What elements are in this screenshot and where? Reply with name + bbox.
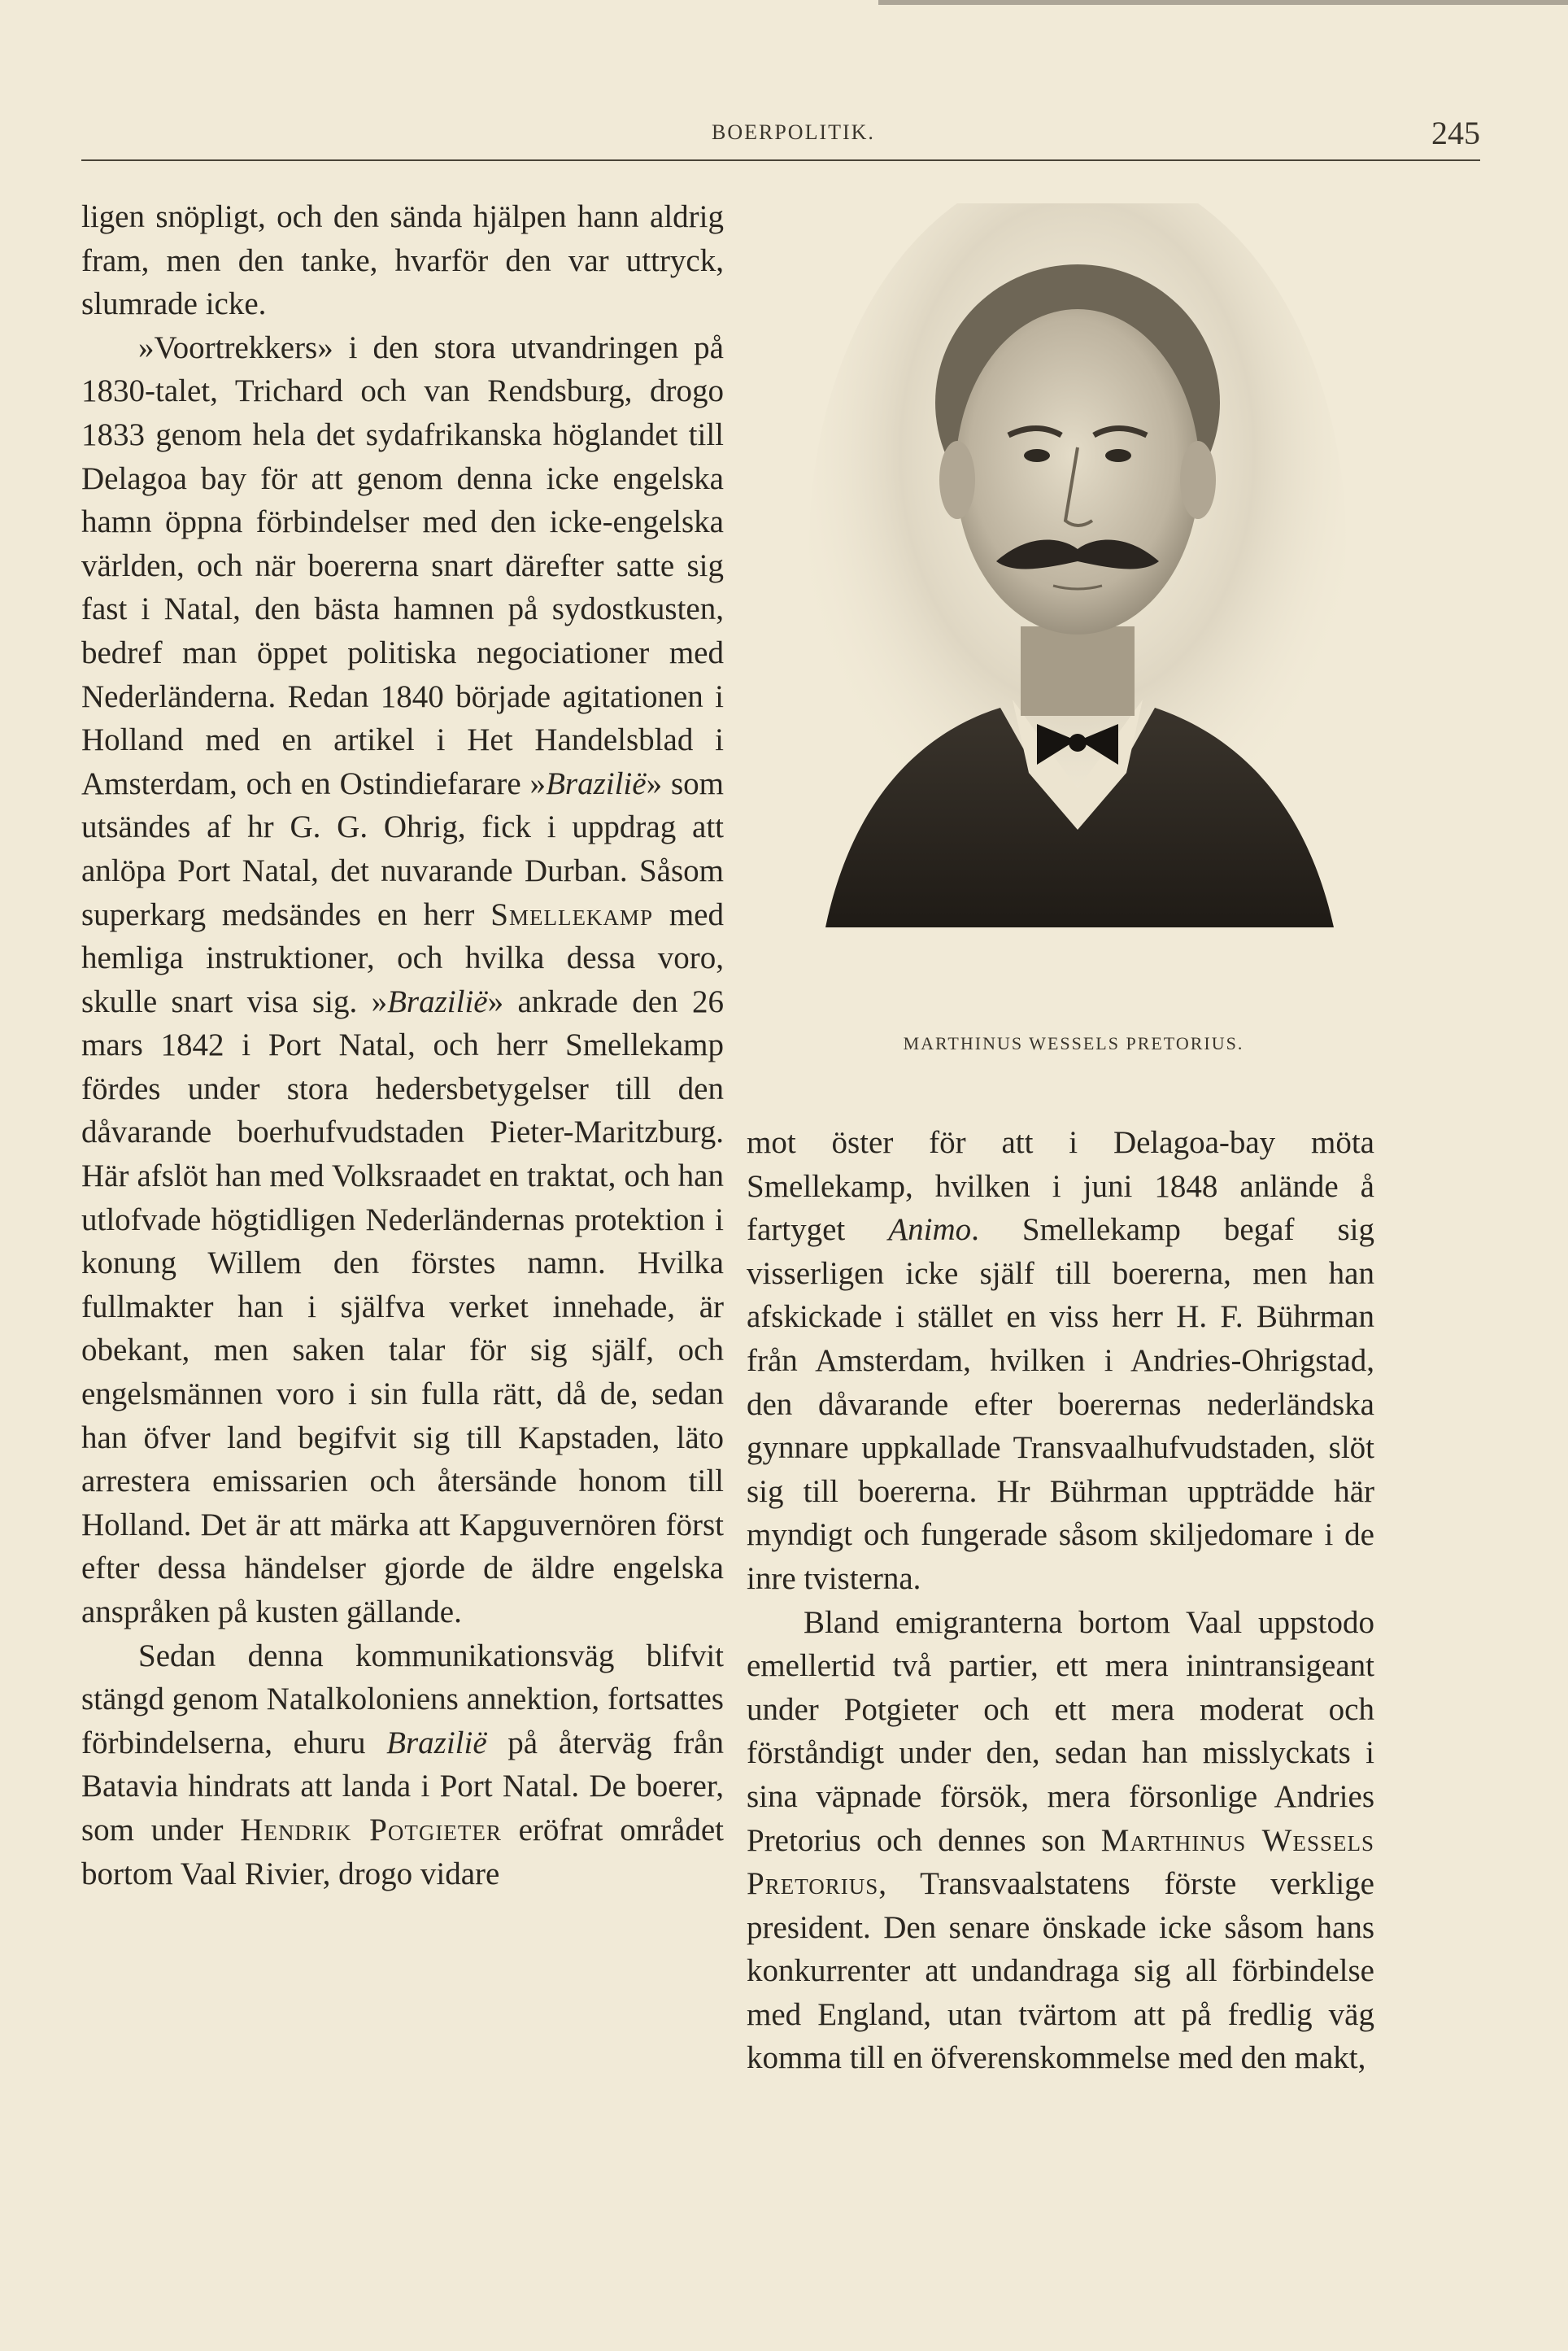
person-name: Hendrik Potgieter [240, 1812, 502, 1847]
person-name: Marthinus Wessels Pretorius [747, 1822, 1374, 1902]
header-rule [81, 159, 1480, 161]
page-edge-shadow [878, 0, 1568, 5]
page-header [81, 114, 1480, 163]
portrait-engraving [793, 203, 1362, 1009]
ship-name: Braziliё [387, 984, 488, 1019]
portrait-caption: MARTHINUS WESSELS PRETORIUS. [903, 1033, 1244, 1053]
paragraph-5: Bland emigranterna bortom Vaal uppstodo emellertid två partier, ett mera inintransigeant under Potgieter och ett mera moderat och förståndigt under den, sedan han misslyckats i sina väpnade försök, mera försonlige Andries Pretorius och dennes son Marthinus Wessels Pretorius, Transvaalstatens förste verklige president. Den senare önskade icke såsom hans konkurrenter att undandraga sig all förbindelse med England, utan tvärtom att på fredlig väg komma till en öfverenskommelse med den makt, [747, 1604, 1374, 2076]
portrait-image [793, 203, 1362, 1009]
ship-name: Animo [888, 1212, 972, 1248]
paragraph-2: »Voortrekkers» i den stora utvandringen på 1830-talet, Trichard och van Rendsburg, drogo 1833 genom hela det sydafrikanska höglandet till Delagoa bay för att genom denna icke engelska hamn öppna förbindelser med den icke-engelska världen, och när boererna snart därefter satte sig fast i Natal, den bästa hamnen på sydostkusten, bedref man öppet politiska negociationer med Nederländerna. Redan 1840 började agitationen i Holland med en artikel i Het Handelsblad i Amsterdam, och en Ostindiefarare »Braziliё» som utsändes af hr G. G. Ohrig, fick i uppdrag att anlöpa Port Natal, det nuvarande Durban. Såsom superkarg medsändes en herr Smellekamp med hemliga instruktioner, och hvilka dessa voro, skulle snart visa sig. »Braziliё» ankrade den 26 mars 1842 i Port Natal, och herr Smellekamp fördes under stora hedersbetygelser till den dåvarande boerhufvudstaden Pieter-Maritzburg. Här afslöt han med Volksraadet en traktat, och han utlofvade högtidligen Nederländernas protektion i konung Willem den förstes namn. Hvilka fullmakter han i själfva verket innehade, är obekant, men saken talar för sig själf, och engelsmännen voro i sin fulla rätt, då de, sedan han öfver land begifvit sig till Kapstaden, läto arrestera emissarien och återsände honom till Holland. Det är att märka att Kapguvernören först efter dessa händelser gjorde de äldre engelska anspråken på kusten gällande. [81, 329, 724, 1629]
left-column [81, 195, 724, 1895]
running-title: BOERPOLITIK. [712, 120, 875, 144]
right-column [747, 1121, 1374, 2080]
paragraph-3: Sedan denna kommunikationsväg blifvit stängd genom Natalkoloniens annektion, fortsattes förbindelserna, ehuru Braziliё på återväg från Batavia hindrats att landa i Port Natal. De boerer, som under Hendrik Potgieter eröfrat området bortom Vaal Rivier, drogo vidare [81, 1638, 724, 1891]
paragraph-1: ligen snöpligt, och den sända hjälpen hann aldrig fram, men den tanke, hvarför den var uttryck, slumrade icke. [81, 199, 724, 322]
page-number: 245 [1431, 115, 1480, 151]
ship-name: Braziliё [386, 1725, 487, 1760]
ship-name: Braziliё [546, 765, 647, 801]
person-name: Smellekamp [490, 896, 653, 932]
paragraph-4: mot öster för att i Delagoa-bay möta Smellekamp, hvilken i juni 1848 anlände å fartyget Animo. Smellekamp begaf sig visserligen icke själf till boererna, men han afskickade i stället en viss herr H. F. Bührman från Amsterdam, hvilken i Andries-Ohrigstad, den dåvarande efter boerernas nederländska gynnare uppkallade Transvaalhufvudstaden, slöt sig till boererna. Hr Bührman uppträdde här myndigt och fungerade såsom skiljedomare i de inre tvisterna. [747, 1125, 1374, 1596]
